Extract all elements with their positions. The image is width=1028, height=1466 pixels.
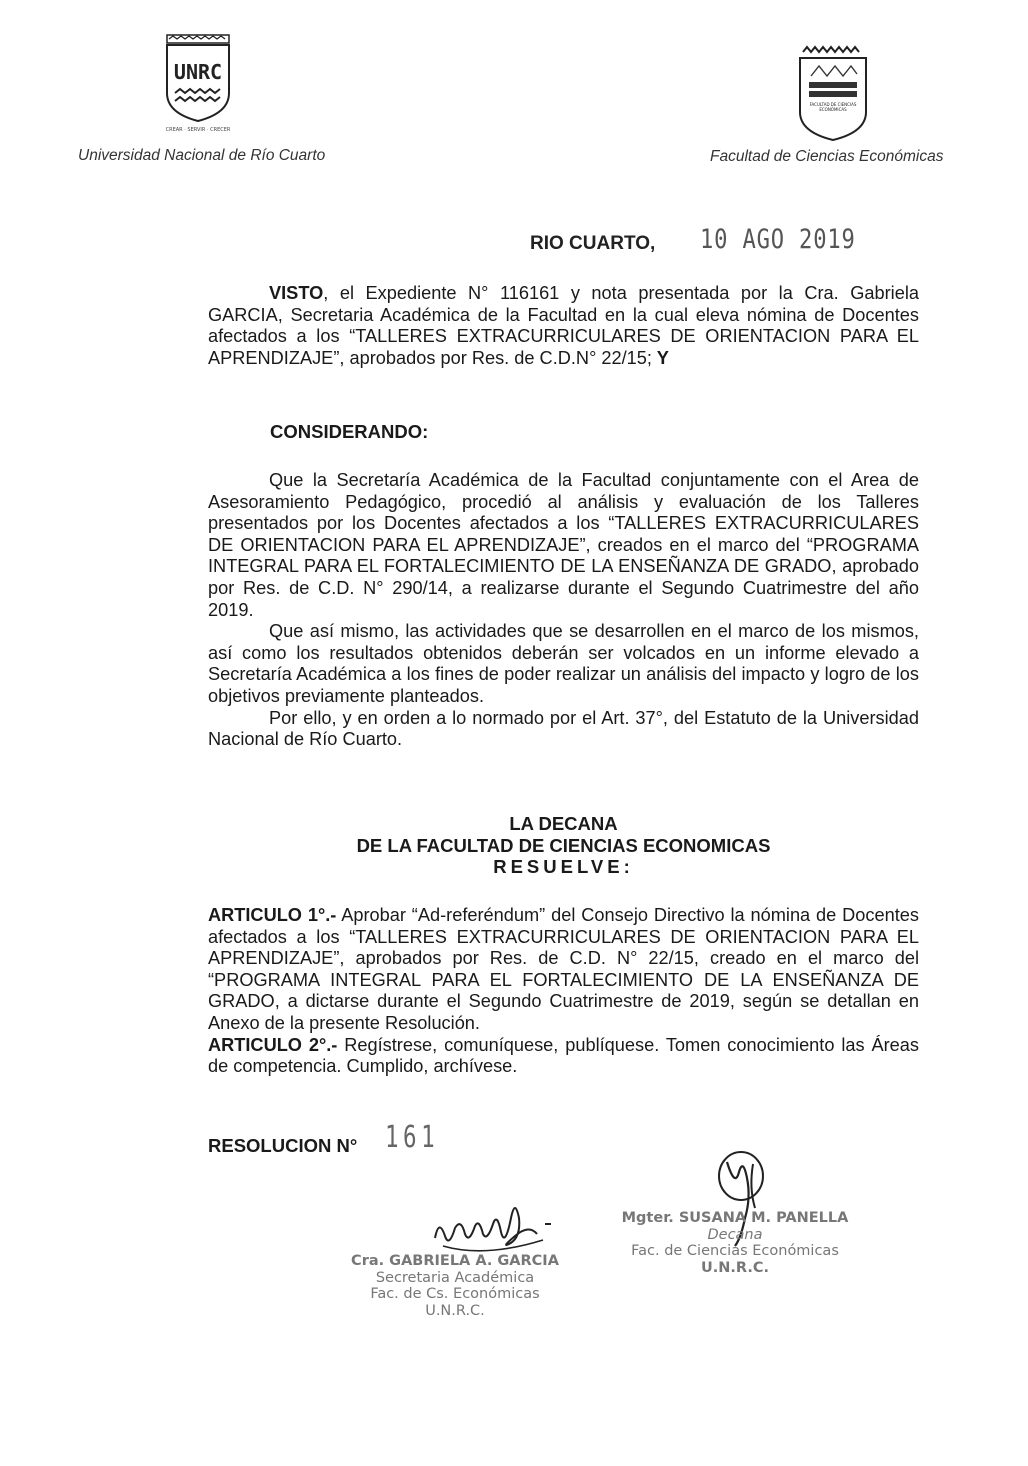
- signature-left: [345, 1253, 565, 1319]
- signature-left-name: Cra. GABRIELA A. GARCIA: [351, 1253, 559, 1269]
- articulo-1-label: ARTICULO 1°.-: [208, 905, 337, 925]
- visto-section: [208, 283, 919, 369]
- signature-left-role: Secretaria Académica: [375, 1269, 535, 1286]
- articulos-section: [208, 905, 919, 1078]
- considerando-paragraph-2: Que así mismo, las actividades que se desarrollen en el marco de los mismos, así como los resultados obtenidos deberán ser volcados en un informe elevado a Secretaría Académica a los fines de poder realizar un análisis del impacto y logro de los objetivos previamente planteados.: [208, 621, 919, 706]
- left-institution-name: Universidad Nacional de Río Cuarto: [78, 147, 326, 164]
- considerando-paragraph-1: Que la Secretaría Académica de la Facultad conjuntamente con el Area de Asesoramiento Pedagógico, procedió al análisis y evaluación de los Talleres presentados por los Docentes afectados a los “TALLERES EXTRACURRICULARES DE ORIENTACION PARA EL APRENDIZAJE”, creados en el marco del “PROGRAMA INTEGRAL PARA EL FORTALECIMIENTO DE LA ENSEÑANZA DE GRADO, aprobado por Res. de C.D. N° 290/14, a realizarse durante el Segundo Cuatrimestre del año 2019.: [208, 470, 919, 620]
- considerando-heading: CONSIDERANDO:: [270, 421, 429, 442]
- signature-right-unit: Fac. de Ciencias Económicas: [631, 1243, 839, 1259]
- visto-tail: Y: [651, 347, 669, 368]
- place-label: RIO CUARTO,: [530, 233, 656, 254]
- articulo-1: [208, 905, 919, 1035]
- visto-text: , el Expediente N° 116161 y nota presentada por la Cra. Gabriela GARCIA, Secretaria Académica de la Facultad en la cual eleva nómina de Docentes afectados a los “TALLERES EXTRACURRICULARES DE ORIENTACION PARA EL APRENDIZAJE”, aprobados por Res. de C.D.N° 22/15;: [208, 283, 919, 368]
- considerando-section: [208, 470, 919, 751]
- svg-text:FACULTAD DE CIENCIAS: FACULTAD DE CIENCIAS: [809, 102, 857, 107]
- articulo-2-text: Regístrese, comuníquese, publíquese. Tomen conocimiento las Áreas de competencia. Cumplido, archívese.: [208, 1034, 919, 1077]
- unrc-logo: [163, 33, 233, 133]
- articulo-2-label: ARTICULO 2°.-: [208, 1034, 338, 1055]
- faculty-logo: [797, 44, 869, 144]
- resuelve-line: RESUELVE:: [493, 856, 634, 878]
- authority-block: [208, 813, 919, 878]
- articulo-2: [208, 1035, 919, 1078]
- signature-right-role: Decana: [707, 1226, 763, 1243]
- articulo-1-text: Aprobar “Ad-referéndum” del Consejo Directivo la nómina de Docentes afectados a los “TALLERES EXTRACURRICULARES DE ORIENTACION PARA EL APRENDIZAJE”, aprobados por Res. de C.D. N° 22/15, creado en el marco del “PROGRAMA INTEGRAL PARA EL FORTALECIMIENTO DE LA ENSEÑANZA DE GRADO, a dictarse durante el Segundo Cuatrimestre de 2019, según se detallan en Anexo de la presente Resolución.: [208, 905, 919, 1033]
- svg-text:UNRC: UNRC: [173, 60, 223, 84]
- authority-line-1: LA DECANA: [509, 813, 618, 834]
- considerando-paragraph-3: Por ello, y en orden a lo normado por el Art. 37°, del Estatuto de la Universidad Nacional de Río Cuarto.: [208, 707, 919, 750]
- unrc-motto: CREAR · SERVIR · CRECER: [165, 127, 231, 133]
- visto-lead: VISTO: [269, 283, 324, 303]
- signature-right: [620, 1210, 850, 1276]
- signature-left-org: U.N.R.C.: [425, 1302, 485, 1319]
- svg-text:ECONÓMICAS: ECONÓMICAS: [819, 107, 847, 112]
- signature-right-name: Mgter. SUSANA M. PANELLA: [621, 1210, 849, 1226]
- authority-line-2: DE LA FACULTAD DE CIENCIAS ECONOMICAS: [356, 834, 771, 856]
- signature-right-org: U.N.R.C.: [700, 1259, 770, 1276]
- resolucion-label: RESOLUCION N°: [208, 1135, 358, 1156]
- signature-left-unit: Fac. de Cs. Económicas: [370, 1286, 540, 1302]
- right-institution-name: Facultad de Ciencias Económicas: [710, 148, 944, 165]
- stamped-date: 10 AGO 2019: [700, 224, 856, 255]
- resolucion-number: 161: [385, 1120, 440, 1155]
